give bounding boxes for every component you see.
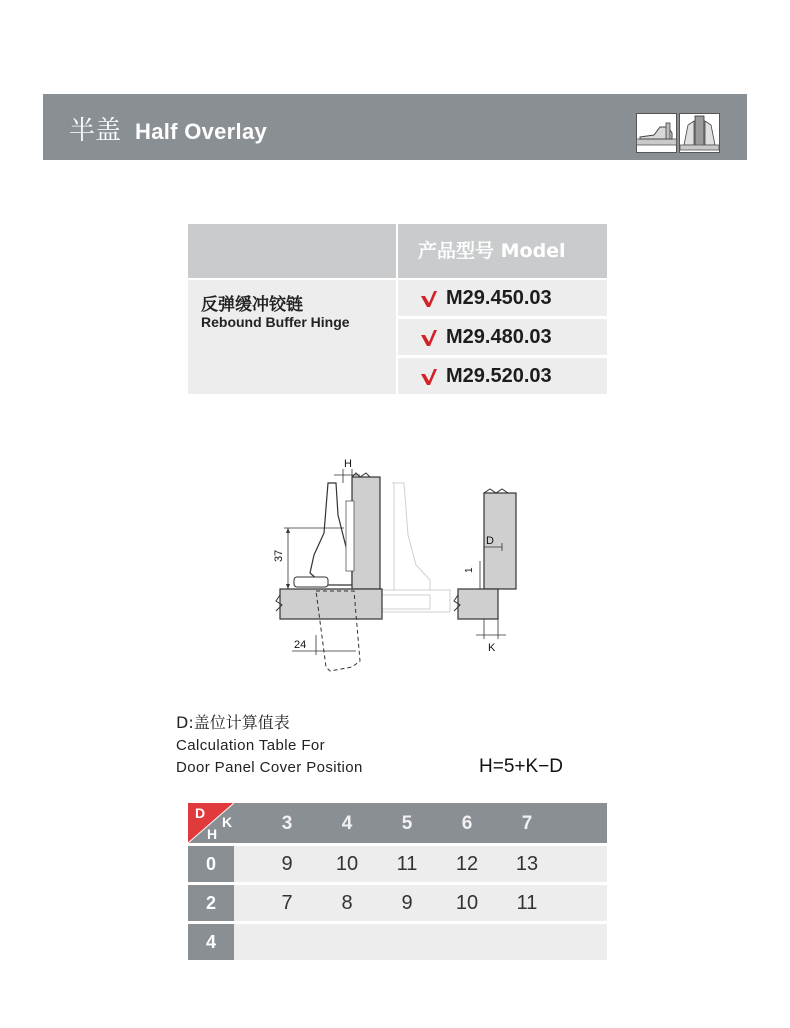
table-row [188, 924, 607, 960]
dim-k-label: K [488, 642, 496, 654]
table-cell: 13 [515, 853, 539, 875]
corner-d-label: D [195, 805, 206, 821]
k-column-header: 7 [521, 813, 533, 834]
product-name-cell [188, 280, 396, 394]
table-cell [447, 924, 487, 960]
calc-table [188, 803, 607, 960]
table-cell: 10 [455, 892, 479, 914]
table-cell: 12 [455, 853, 479, 875]
table-cell [267, 924, 307, 960]
model-table [188, 224, 607, 394]
checkmark-icon [420, 368, 438, 386]
table-row [188, 885, 607, 921]
hinge-overlay-icon [637, 114, 677, 153]
product-name-en: Rebound Buffer Hinge [201, 314, 350, 330]
h-row-header: 2 [188, 885, 234, 921]
formula: H=5+K−D [479, 756, 563, 777]
dim-24-label: 24 [294, 639, 307, 651]
table-cell [387, 924, 427, 960]
model-row [398, 280, 607, 316]
table-cell: 7 [281, 892, 293, 914]
dim-h-label: H [344, 458, 352, 470]
model-number: M29.450.03 [446, 287, 552, 309]
cabinet-side-panel [352, 477, 380, 589]
checkmark-icon [420, 329, 438, 347]
table-cell: 11 [396, 853, 418, 875]
model-number: M29.520.03 [446, 365, 552, 387]
k-column-header: 3 [281, 813, 293, 834]
model-table-header: 产品型号 Model [398, 224, 607, 278]
dim-1-label: 1 [464, 567, 475, 573]
table-cell: 8 [341, 892, 353, 914]
page-title [69, 110, 267, 147]
table-cell [507, 924, 547, 960]
k-column-header: 4 [341, 813, 353, 834]
door-panel-icon [680, 114, 720, 153]
corner-k-label: K [222, 814, 233, 830]
title-banner [43, 94, 747, 160]
dim-d-label: D [486, 535, 494, 547]
calc-title-cn: D:盖位计算值表 [176, 713, 290, 732]
hinge-cup-top [294, 577, 328, 587]
table-cell: 10 [335, 853, 359, 875]
title-cn: 半盖 [69, 116, 122, 146]
model-table-header-blank [188, 224, 396, 278]
hinge-technical-drawing [270, 455, 530, 677]
door-panel [280, 589, 382, 619]
calc-title-en-line1: Calculation Table For [176, 737, 326, 754]
table-cell: 9 [401, 892, 413, 914]
h-row-header: 0 [188, 846, 234, 882]
overlay-type-icons [636, 113, 762, 153]
calc-table-header [188, 803, 607, 843]
corner-h-label: H [207, 826, 218, 842]
table-cell: 11 [516, 892, 538, 914]
model-number: M29.480.03 [446, 326, 552, 348]
k-column-header: 6 [461, 813, 473, 834]
product-name-cn: 反弹缓冲铰链 [201, 295, 303, 315]
checkmark-icon [420, 290, 438, 308]
k-column-header: 5 [401, 813, 413, 834]
model-row [398, 319, 607, 355]
dim-37-label: 37 [273, 549, 285, 562]
title-en: Half Overlay [135, 119, 268, 144]
table-cell [327, 924, 367, 960]
calc-title-en-line2: Door Panel Cover Position [176, 759, 363, 776]
table-row [188, 846, 607, 882]
detail-door-panel [458, 589, 498, 619]
h-row-header: 4 [188, 924, 234, 960]
table-cell: 9 [281, 853, 293, 875]
model-row [398, 358, 607, 394]
